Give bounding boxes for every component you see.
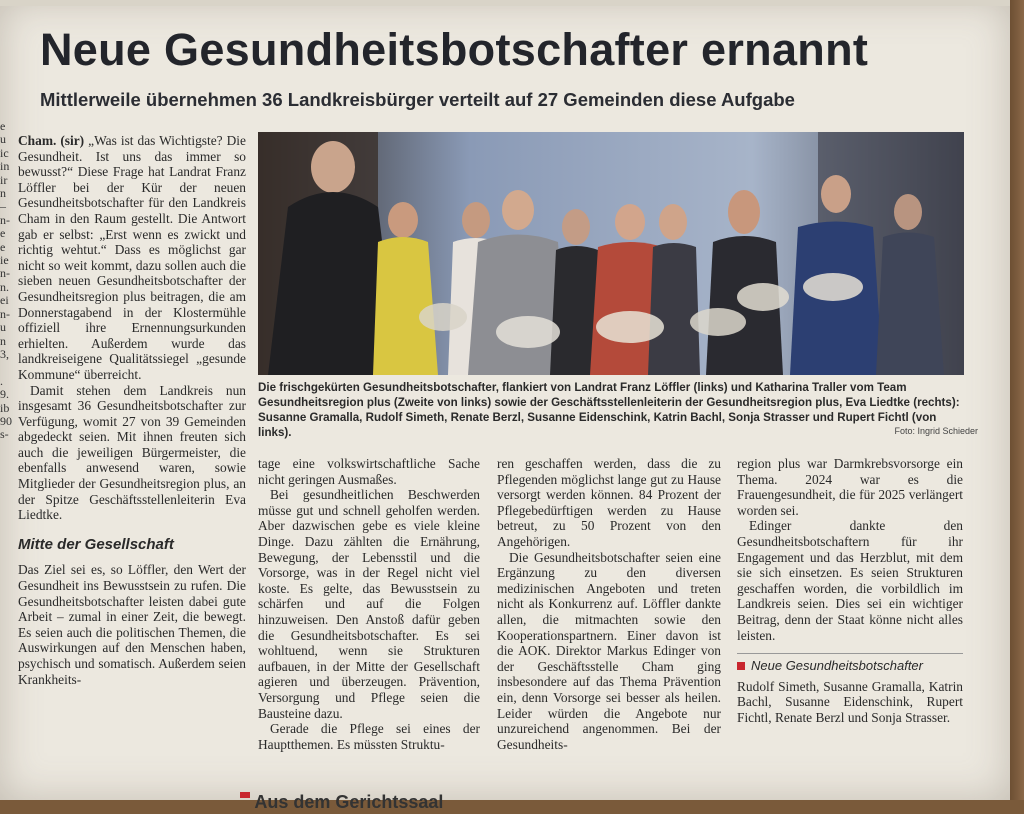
neighbor-fragment: e [0, 239, 6, 254]
article-paragraph: ren geschaffen werden, dass die zu Pflegenden möglichst lange gut zu Hause versorgt werden können. 84 Prozent der Pflegebedürftigen werden zu Hause betreut, zu 50 Prozent von den Angehörigen. [497, 456, 721, 549]
photo-caption: Die frischgekürten Gesundheitsbotschafter, flankiert von Landrat Franz Löffler (links) und Katharina Traller vom Team Gesundheitsregion plus (Zweite von links) sowie der Geschäftsstellenleiterin der Gesundheitsregion plus, Eva Liedtke (rechts): Susanne Gramalla, Rudolf Simeth, Renate Berzl, Susanne Eidenschink, Katrin Bachl, Sonja Strasser und Rupert Fichtl (von links). [258, 381, 960, 439]
article-paragraph: Damit stehen dem Landkreis nun insgesamt 36 Gesundheitsbotschafter zur Verfügung, womit 27 von 39 Gemeinden abgedeckt seien. Mit ihnen freuten sich auch die jeweiligen Bürgermeister, die ebenfalls anwesend waren, sowie Mitglieder der Gesundheitsregion plus, an der Spitze Geschäftsstellenleiterin Eva Liedtke. [18, 382, 246, 523]
next-article-text: Aus dem Gerichtssaal [254, 792, 444, 812]
article-paragraph: tage eine volkswirtschaftliche Sache nicht geringen Ausmaßes. [258, 456, 480, 487]
neighbor-fragment: e [0, 119, 6, 133]
neighbor-fragment: n- [0, 212, 10, 227]
neighbor-fragment: n [0, 186, 6, 201]
red-square-icon [240, 792, 250, 798]
article-paragraph: region plus war Darmkrebsvorsorge ein Thema. 2024 war es die Frauengesundheit, die für 2025 verlängert worden sei. [737, 456, 963, 518]
lead-location: Cham. (sir) [18, 133, 85, 148]
neighbor-fragment: n. [0, 279, 9, 294]
info-box-title-text: Neue Gesundheitsbotschafter [751, 658, 923, 674]
neighbor-fragment: ei [0, 293, 9, 308]
neighbor-fragment: s- [0, 427, 9, 442]
section-heading: Mitte der Gesellschaft [18, 535, 174, 553]
neighbor-fragment: . [0, 373, 3, 388]
neighbor-fragment: ib [0, 400, 10, 415]
article-paragraph: Bei gesundheitlichen Beschwerden müsse gut und schnell geholfen werden. Aber dazwischen gebe es viele kleine Dinge. Dazu zählten die Ernährung, Bewegung, der Lebensstil und die Vorsorge, was in der Regel nicht viel koste. Es gelte, das Bewusstsein zu schärfen und auf die Folgen hinzuweisen. Den Anstoß dafür geben die Gesundheitsbotschafter. Es sei wohltuend, wenn sie Strukturen aufbauen, in der Mitte der Gesellschaft agieren und überzeugen. Prävention, Versorgung und Pflege seien die Bausteine dazu. [258, 487, 480, 721]
article-paragraph [18, 133, 246, 383]
neighbor-fragment: ir [0, 172, 8, 187]
neighbor-fragment: n- [0, 306, 10, 321]
article-photo [258, 132, 964, 375]
neighbor-fragment: ic [0, 145, 9, 160]
neighbor-fragment: – [0, 199, 6, 214]
red-square-icon [737, 662, 745, 670]
neighbor-fragment: n [0, 333, 6, 348]
neighbor-fragment: ie [0, 253, 9, 268]
next-article-headline [240, 790, 520, 812]
article-subheadline: Mittlerweile übernehmen 36 Landkreisbürger verteilt auf 27 Gemeinden diese Aufgabe [40, 89, 795, 110]
neighbor-fragment: 90 [0, 413, 12, 428]
neighbor-fragment: n- [0, 266, 10, 281]
article-paragraph: Edinger dankte den Gesundheitsbotschaftern für ihr Engagement und das Herzblut, mit dem sie sich einsetzen. Es seien Strukturen geschaffen worden, die vorbildlich im Landkreis seien. Dies sei ein wichtiger Beitrag, denn der Staat könne nicht alles leisten. [737, 518, 963, 643]
article-column-3 [497, 456, 721, 752]
info-box-title [737, 653, 963, 674]
article-column-1 [18, 133, 246, 687]
neighbor-fragment: u [0, 132, 6, 147]
page-top-fold [0, 0, 1010, 6]
info-box-text: Rudolf Simeth, Susanne Gramalla, Katrin Bachl, Susanne Eidenschink, Rupert Fichtl, Renate Berzl und Sonja Strasser. [737, 678, 963, 725]
article-paragraph: Das Ziel sei es, so Löffler, den Wert der Gesundheit ins Bewusstsein zu rufen. Die Gesundheitsbotschafter leisten dabei gute Arbeit – zumal in einer Zeit, die bewegt. Es seien auch die politischen Themen, die Auswirkungen auf den Menschen haben, psychisch und somatisch. Außerdem seien Krankheits- [18, 562, 246, 687]
article-column-2 [258, 456, 480, 752]
table-edge [1010, 0, 1024, 800]
article-headline: Neue Gesundheitsbotschafter ernannt [40, 24, 869, 75]
neighbor-fragment: 3, [0, 346, 9, 361]
photo-credit: Foto: Ingrid Schieder [894, 426, 978, 436]
neighbor-fragment: 9. [0, 387, 9, 402]
article-column-4 [737, 456, 963, 726]
article-paragraph: Gerade die Pflege sei eines der Hauptthemen. Es müssten Struktu- [258, 721, 480, 752]
article-paragraph: Die Gesundheitsbotschafter seien eine Ergänzung zu den diversen medizinischen Angeboten und treten nicht als Konkurrenz auf. Löffler dankte allen, die mitmachten sowie den Kooperationspartnern. Einer davon ist die AOK. Direktor Markus Edinger von der Geschäftsstelle Cham ging insbesondere auf das Thema Prävention ein, denn Vorsorge sei besser als heilen. Leider würden die Angebote nur unzureichend angenommen. Bei der Gesundheits- [497, 549, 721, 752]
neighbor-fragment [0, 361, 16, 374]
neighbor-column-fragment [0, 120, 16, 450]
neighbor-fragment: e [0, 226, 6, 241]
neighbor-fragment: in [0, 159, 10, 174]
paragraph-text: „Was ist das Wichtigste? Die Gesundheit. Ist uns das immer so bewusst?“ Diese Frage hat Landrat Franz Löffler bei der Kür der neuen Gesundheitsbotschafter für den Landkreis Cham in den Raum gestellt. Die Antwort gab er selbst: „Erst wenn es zwickt und richtig wehtut.“ Dass es möglichst gar nicht so weit kommt, dazu sollen auch die sieben neuen Gesundheitsbotschafter der Gesundheitsregion plus beitragen, die am Donnerstagabend in der Klostermühle offiziell ihre Ernennungsurkunden erhielten. Außerdem wurde das landkreiseigene Qualitätssiegel „gesunde Kommune“ überreicht. [18, 133, 246, 382]
neighbor-fragment: u [0, 320, 6, 335]
